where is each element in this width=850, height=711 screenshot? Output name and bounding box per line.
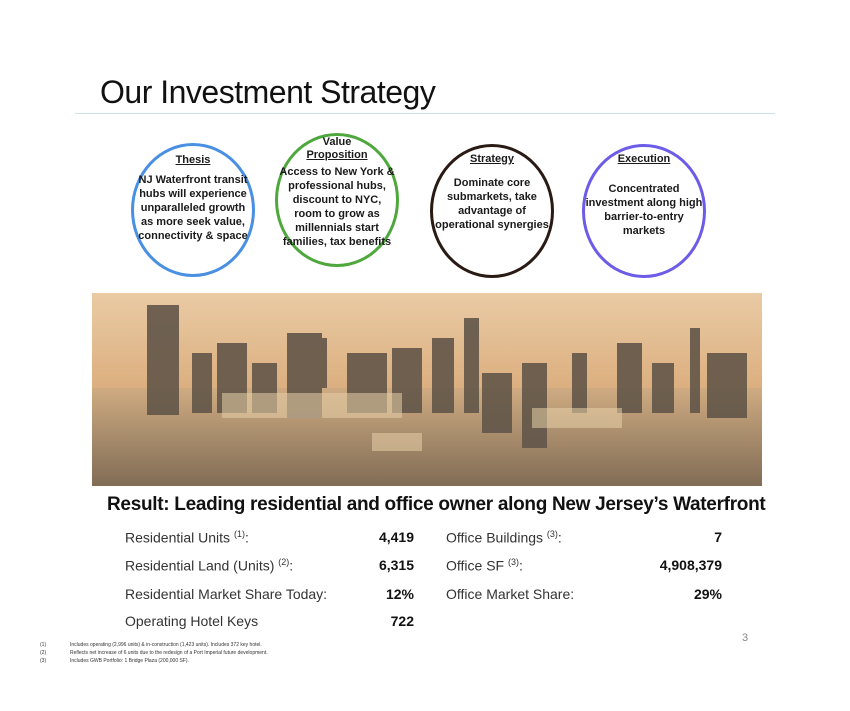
strategy-body: Dominate core submarkets, take advantage of operational synergies (435, 177, 549, 231)
execution-heading: Execution (617, 153, 671, 165)
stat-label-office-sf: Office SF $^{(3)}$: (446, 557, 523, 574)
stat-value-office-sf: 4,908,379 (659, 557, 722, 573)
page-number: 3 (742, 632, 749, 644)
stat-label-hotel-keys: Operating Hotel Keys (125, 613, 259, 629)
footnote-3: (3) Includes GWB Portfolio: 1 Bridge Plaza (200,000 SF). (40, 658, 189, 664)
footnote-2: (2) Reflects net increase of 6 units due to the redesign of a Port Imperial future development. (40, 650, 268, 656)
stat-value-residential-units: 4,419 (378, 529, 414, 545)
strategy-heading: Strategy (469, 153, 515, 165)
value-proposition-heading-line1: Value (322, 136, 352, 148)
stat-label-office-buildings: Office Buildings $^{(3)}$: (446, 529, 562, 546)
stat-value-residential-land: 6,315 (378, 557, 414, 573)
stat-value-residential-market-share: 12% (385, 586, 414, 602)
title-divider (75, 113, 775, 114)
stat-value-office-market-share: 29% (693, 586, 722, 602)
value-proposition-body: Access to New York & professional hubs, discount to NYC, room to grow as millennials start families, tax benefits (279, 166, 395, 248)
stat-label-office-market-share: Office Market Share: (446, 586, 575, 602)
thesis-body: NJ Waterfront transit hubs will experience unparalleled growth as more seek value, connectivity & space (138, 174, 248, 242)
thesis-heading: Thesis (175, 154, 211, 166)
result-heading: Result: Leading residential and office owner along New Jersey’s Waterfront (107, 494, 766, 515)
stat-label-residential-units: Residential Units $^{(1)}$: (125, 529, 249, 546)
stat-label-residential-land: Residential Land (Units) $^{(2)}$: (125, 557, 294, 574)
execution-circle (582, 144, 706, 278)
waterfront-skyline-photo (92, 293, 762, 486)
value-proposition-circle (275, 133, 399, 267)
footnote-1: (1) Includes operating (2,996 units) & in-construction (1,423 units). Includes 372 key hotel. (40, 642, 262, 648)
stat-value-office-buildings: 7 (714, 529, 722, 545)
execution-body: Concentrated investment along high barrier-to-entry markets (585, 183, 703, 237)
stat-label-residential-market-share: Residential Market Share Today: (125, 586, 328, 602)
strategy-circle (430, 144, 554, 278)
stat-value-hotel-keys: 722 (390, 613, 414, 629)
page-title: Our Investment Strategy (100, 74, 436, 110)
value-proposition-heading-line2: Proposition (306, 149, 368, 161)
thesis-circle (131, 143, 255, 277)
